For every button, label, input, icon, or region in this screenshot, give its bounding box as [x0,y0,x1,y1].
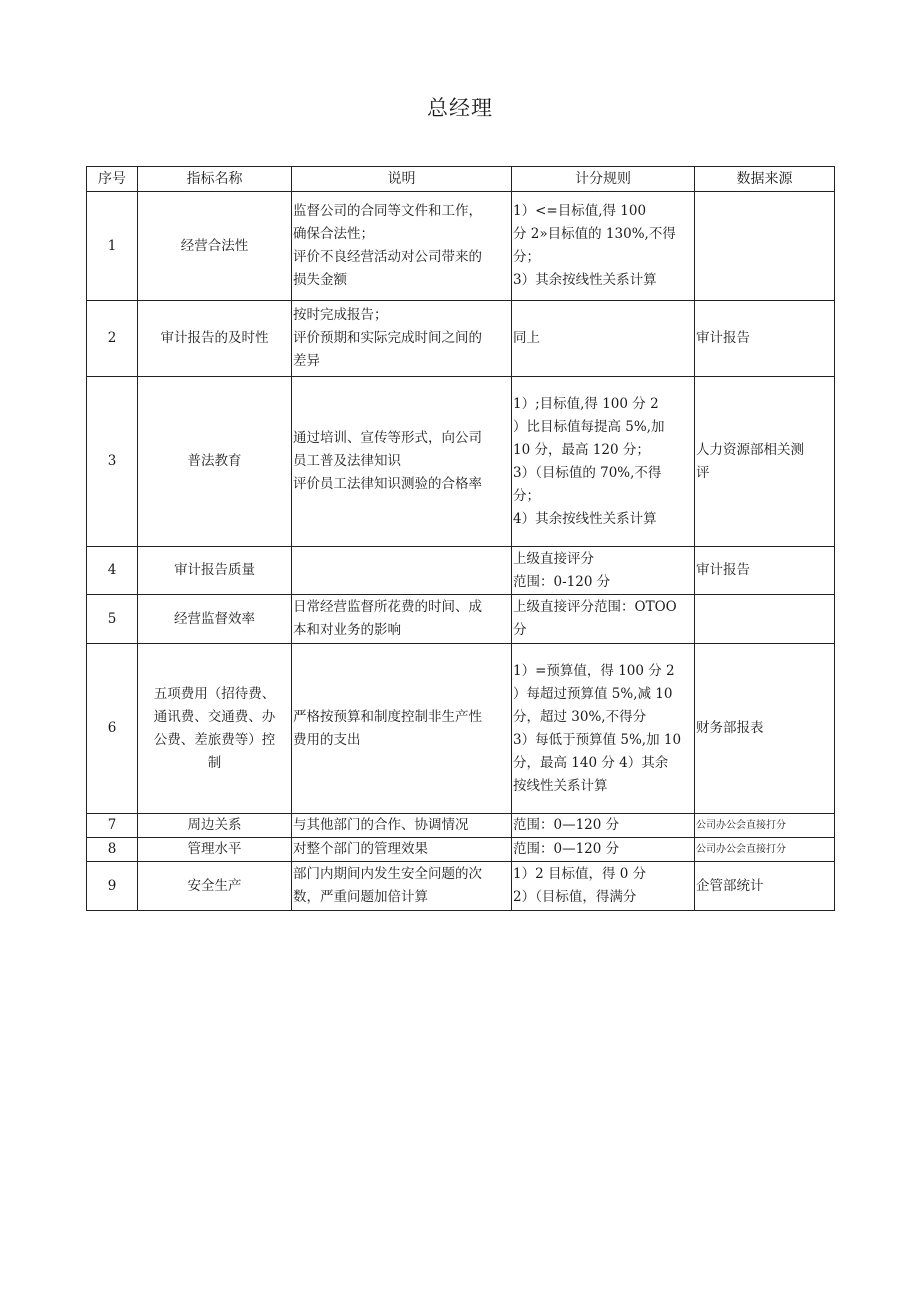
cell-scoring-rule-line: 同上 [513,330,540,346]
table-row [87,192,835,301]
cell-scoring-rule [512,862,695,911]
table-row [87,301,835,377]
cell-scoring-rule [512,644,695,814]
cell-indicator-name-line: 审计报告的及时性 [160,330,269,346]
cell-description-line: 本和对业务的影响 [293,622,401,638]
cell-description [292,301,512,377]
cell-index: 2 [87,301,138,377]
cell-description-line: 数，严重问题加倍计算 [293,889,428,905]
cell-scoring-rule-line: 1）;目标值,得 100 分 2 [513,395,659,412]
cell-scoring-rule-line: 2）（目标值，得满分 [513,889,637,905]
cell-data-source [695,814,835,838]
page-title: 总经理 [427,96,493,120]
cell-indicator-name [138,838,292,862]
cell-indicator-name [138,644,292,814]
cell-description-line: 确保合法性； [293,226,374,242]
cell-indicator-name-line: 普法教育 [187,453,242,469]
cell-scoring-rule-line: 3）其余按线性关系计算 [513,272,657,288]
cell-scoring-rule-line: 3）每低于预算值 5%,加 10 [513,731,682,748]
cell-description [292,192,512,301]
cell-description-line: 差异 [293,353,320,369]
table-row [87,547,835,595]
cell-index: 8 [87,838,138,862]
cell-scoring-rule [512,814,695,838]
cell-data-source [695,595,835,644]
cell-scoring-rule-line: 分； [513,487,540,504]
cell-data-source [695,547,835,595]
cell-index: 6 [87,644,138,814]
cell-scoring-rule-line: ）每超过预算值 5%,减 10 [513,685,673,702]
cell-data-source [695,301,835,377]
cell-data-source-line: 人力资源部相关测 [696,441,804,458]
cell-description-line: 按时完成报告； [293,307,388,323]
cell-data-source [695,644,835,814]
cell-scoring-rule-line: 范围：0—120 分 [513,817,620,833]
cell-indicator-name [138,595,292,644]
cell-description-line: 通过培训、宣传等形式，向公司 [293,430,482,446]
header-description: 说明 [292,167,512,192]
cell-data-source [695,192,835,301]
cell-description-line: 对整个部门的管理效果 [293,841,428,857]
cell-scoring-rule-line: 分，最高 140 分 4）其余 [513,754,669,771]
cell-index: 9 [87,862,138,911]
cell-scoring-rule [512,547,695,595]
cell-scoring-rule-line: ）比目标值每提高 5%,加 [513,418,665,435]
table-row [87,595,835,644]
header-index: 序号 [87,167,138,192]
cell-indicator-name [138,301,292,377]
table-row [87,377,835,547]
cell-scoring-rule [512,595,695,644]
cell-scoring-rule-line: 1）<=目标值,得 100 [513,203,647,219]
cell-indicator-name-line: 管理水平 [187,841,242,857]
cell-description-line: 评价员工法律知识测验的合格率 [293,476,482,492]
cell-description-line: 监督公司的合同等文件和工作， [293,203,482,219]
cell-data-source-line: 审计报告 [696,330,750,346]
cell-indicator-name [138,547,292,595]
cell-indicator-name-line: 经营监督效率 [174,610,255,627]
cell-data-source-line: 公司办公会直接打分 [696,843,786,855]
cell-description-line: 员工普及法律知识 [293,453,401,469]
cell-data-source-line: 公司办公会直接打分 [696,819,786,831]
cell-description [292,547,512,595]
cell-scoring-rule-line: 分 2»目标值的 130%,不得 [513,226,676,242]
cell-index: 1 [87,192,138,301]
table-row [87,814,835,838]
cell-indicator-name-line: 公费、差旅费等）控 [153,731,276,748]
cell-indicator-name-line: 通讯费、交通费、办 [153,708,276,725]
cell-scoring-rule-line: 范围：0—120 分 [513,841,620,857]
cell-indicator-name-line: 制 [207,754,222,771]
cell-scoring-rule-line: 分； [513,249,540,265]
cell-scoring-rule-line: 1）2 目标值，得 0 分 [513,866,647,882]
table-header-row [87,167,835,192]
cell-scoring-rule-line: 3）（目标值的 70%,不得 [513,464,662,481]
cell-indicator-name-line: 周边关系 [187,817,242,833]
cell-description-line: 严格按预算和制度控制非生产性 [293,708,482,725]
cell-index: 3 [87,377,138,547]
cell-description-line: 日常经营监督所花费的时间、成 [293,599,482,615]
cell-indicator-name [138,814,292,838]
cell-indicator-name [138,192,292,301]
table-row [87,862,835,911]
cell-indicator-name-line: 经营合法性 [180,237,249,254]
cell-data-source-line: 评 [696,464,710,481]
cell-indicator-name [138,862,292,911]
cell-indicator-name [138,377,292,547]
header-scoring-rule: 计分规则 [512,167,695,192]
cell-description [292,838,512,862]
cell-description [292,644,512,814]
cell-data-source [695,377,835,547]
cell-scoring-rule-line: 上级直接评分范围：OTOO [513,599,677,615]
header-name: 指标名称 [138,167,292,192]
cell-scoring-rule-line: 10 分，最高 120 分； [513,441,650,458]
cell-description [292,862,512,911]
cell-scoring-rule [512,301,695,377]
cell-description-line: 评价不良经营活动对公司带来的 [293,249,482,265]
cell-scoring-rule-line: 分，超过 30%,不得分 [513,708,647,725]
cell-index: 5 [87,595,138,644]
cell-description [292,814,512,838]
cell-data-source-line: 财务部报表 [696,720,764,736]
table-body [87,192,835,911]
cell-description [292,595,512,644]
kpi-table [86,166,835,911]
cell-scoring-rule-line: 分 [513,622,527,638]
cell-indicator-name-line: 五项费用（招待费、 [153,685,276,702]
cell-indicator-name-line: 审计报告质量 [174,562,255,578]
cell-scoring-rule-line: 按线性关系计算 [513,777,608,794]
table-row [87,838,835,862]
cell-index: 4 [87,547,138,595]
cell-scoring-rule [512,838,695,862]
cell-scoring-rule [512,192,695,301]
cell-description-line: 与其他部门的合作、协调情况 [293,817,469,833]
cell-description-line: 损失金额 [293,272,347,288]
cell-data-source [695,838,835,862]
cell-description [292,377,512,547]
cell-scoring-rule-line: 上级直接评分 [513,550,594,567]
cell-data-source-line: 企管部统计 [696,877,764,894]
cell-scoring-rule-line: 1）=预算值，得 100 分 2 [513,662,675,679]
cell-description-line: 部门内期间内发生安全问题的次 [293,866,482,882]
cell-description-line: 评价预期和实际完成时间之间的 [293,330,482,346]
table-row [87,644,835,814]
cell-scoring-rule [512,377,695,547]
cell-data-source-line: 审计报告 [696,562,750,578]
cell-description-line: 费用的支出 [293,731,361,748]
cell-indicator-name-line: 安全生产 [187,877,242,894]
cell-scoring-rule-line: 范围：0-120 分 [513,573,611,590]
cell-index: 7 [87,814,138,838]
header-data-source: 数据来源 [695,167,835,192]
cell-scoring-rule-line: 4）其余按线性关系计算 [513,510,657,527]
cell-data-source [695,862,835,911]
